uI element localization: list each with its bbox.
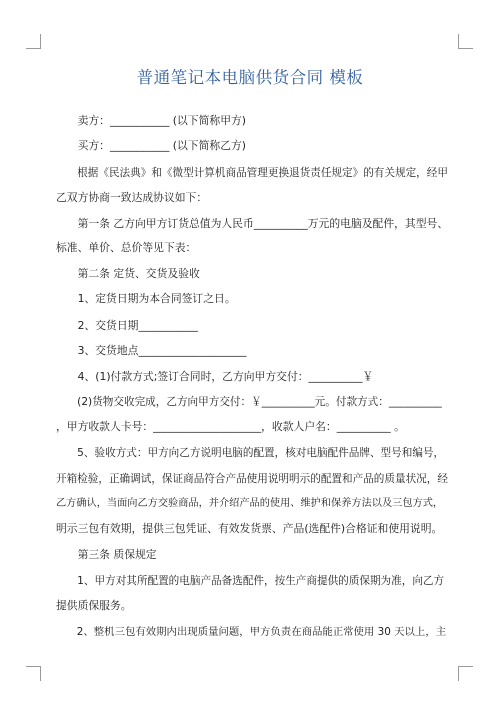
seller-line: 卖方：___________ (以下简称甲方) <box>56 114 247 127</box>
clause-line: 5、验收方式：甲方向乙方说明电脑的配置，核对电脑配件品牌、型号和编号， <box>56 447 445 459</box>
article-2-heading: 第二条 定货、交货及验收 <box>56 267 200 280</box>
paragraph-line: 乙方确认，当面向乙方交验商品，并介绍产品的使用、维护和保养方法以及三包方式， <box>56 498 444 509</box>
page-corner-mark-bottom-left <box>26 666 41 681</box>
paragraph-line: 提供质保服务。 <box>56 599 132 612</box>
paragraph-line: 开箱检验，正确调试，保证商品符合产品使用说明明示的配置和产品的质量状况，经 <box>56 473 448 485</box>
page-corner-mark-top-right <box>458 34 473 49</box>
paragraph-line: 明示三包有效期，提供三包凭证、有效发货票、产品(选配件)合格证和使用说明。 <box>56 522 443 535</box>
paragraph-line: 根据《民法典》和《微型计算机商品管理更换退货责任规定》的有关规定，经甲 <box>56 167 448 179</box>
clause-line: 2、交货日期___________ <box>56 319 198 332</box>
document-title: 普通笔记本电脑供货合同 模板 <box>136 68 364 87</box>
article-1-line: 第一条 乙方向甲方订货总值为人民币__________万元的电脑及配件，其型号、 <box>56 217 449 230</box>
clause-line: 1、定货日期为本合同签订之日。 <box>56 292 236 305</box>
clause-line: 2、整机三包有效期内出现质量问题，甲方负责在商品能正常使用 30 天以上，主 <box>56 626 447 638</box>
paragraph-line: 乙双方协商一致达成协议如下： <box>56 191 208 204</box>
page-corner-mark-bottom-right <box>458 666 473 681</box>
buyer-line: 买方：___________ (以下简称乙方) <box>56 139 247 152</box>
clause-line: 4、(1)付款方式;签订合同时，乙方向甲方交付：__________￥ <box>56 370 374 383</box>
clause-line: ，甲方收款人卡号：____________________，收款人户名：__________ 。 <box>56 420 405 433</box>
paragraph-line: 标准、单价、总价等见下表： <box>56 241 197 254</box>
clause-line: 3、交货地点____________________ <box>56 344 247 357</box>
article-3-heading: 第三条 质保规定 <box>56 548 157 561</box>
clause-line: (2)货物交收完成，乙方向甲方交付：￥__________元。付款方式：__________ <box>56 396 442 408</box>
page-corner-mark-top-left <box>26 34 41 49</box>
clause-line: 1、甲方对其所配置的电脑产品备选配件，按生产商提供的质保期为准，向乙方 <box>56 575 445 587</box>
